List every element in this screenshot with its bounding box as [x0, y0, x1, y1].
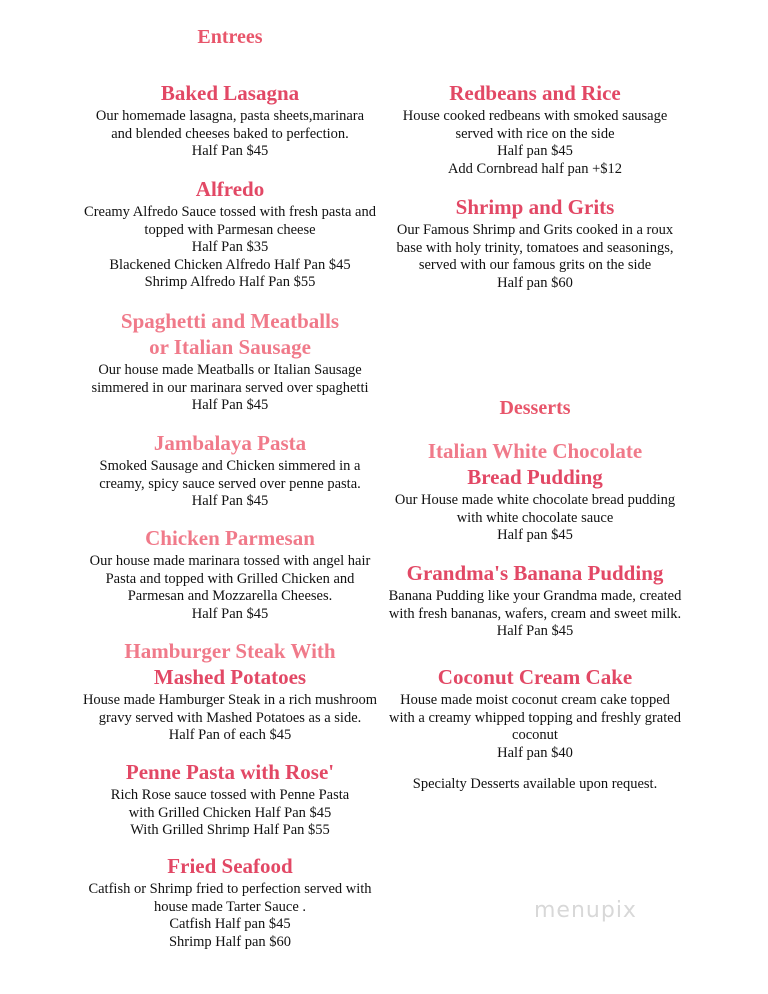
menu-item-shrimp-grits — [370, 194, 700, 292]
menu-item-hamburger-steak — [40, 638, 420, 745]
menu-item-banana-pudding — [370, 560, 700, 641]
item-title: Jambalaya Pasta — [153, 431, 307, 455]
item-title: Redbeans and Rice — [449, 81, 621, 105]
item-title: Chicken Parmesan — [145, 526, 315, 550]
item-description: Catfish or Shrimp fried to perfection served with house made Tarter Sauce . Catfish Half pan $45 Shrimp Half pan $60 — [88, 881, 372, 950]
item-description: House cooked redbeans with smoked sausage served with rice on the side Half pan $45 Add Cornbread half pan +$12 — [402, 108, 668, 177]
item-title: Coconut Cream Cake — [437, 665, 633, 689]
item-title: Alfredo — [195, 177, 265, 201]
menu-item-chicken-parmesan — [40, 525, 420, 623]
menu-item-spaghetti-meatballs — [40, 308, 420, 415]
item-description: Banana Pudding like your Grandma made, created with fresh bananas, wafers, cream and sweet milk. Half Pan $45 — [388, 588, 682, 639]
item-title: Bread Pudding — [467, 465, 603, 489]
item-title: Fried Seafood — [167, 854, 293, 878]
item-title: Baked Lasagna — [160, 81, 300, 105]
item-title: Spaghetti and Meatballs — [120, 309, 340, 333]
item-description: Our Famous Shrimp and Grits cooked in a roux base with holy trinity, tomatoes and seasonings, served with our famous grits on the side Half pan $60 — [396, 222, 674, 291]
item-title: Italian White Chocolate — [427, 439, 643, 463]
item-description: House made moist coconut cream cake topped with a creamy whipped topping and freshly grated coconut Half pan $40 — [389, 692, 681, 761]
menu-item-baked-lasagna — [40, 80, 420, 161]
item-description: Our house made Meatballs or Italian Sausage simmered in our marinara served over spaghetti Half Pan $45 — [91, 362, 369, 413]
item-title: Mashed Potatoes — [153, 665, 307, 689]
menu-item-fried-seafood — [40, 853, 420, 951]
item-description: Rich Rose sauce tossed with Penne Pasta with Grilled Chicken Half Pan $45 With Grilled Shrimp Half Pan $55 — [110, 787, 350, 838]
item-description: Creamy Alfredo Sauce tossed with fresh pasta and topped with Parmesan cheese Half Pan $35 Blackened Chicken Alfredo Half Pan $45 Shrimp Alfredo Half Pan $55 — [84, 204, 376, 290]
item-description: Our House made white chocolate bread pudding with white chocolate sauce Half pan $45 — [394, 492, 676, 543]
item-title: Grandma's Banana Pudding — [406, 561, 664, 585]
menu-item-alfredo — [40, 176, 420, 292]
menu-item-white-chocolate-bread-pudding — [370, 438, 700, 545]
item-description: Our homemade lasagna, pasta sheets,marinara and blended cheeses baked to perfection. Half Pan $45 — [95, 108, 365, 159]
item-description: Our house made marinara tossed with angel hair Pasta and topped with Grilled Chicken and Parmesan and Mozzarella Cheeses. Half Pan $45 — [89, 553, 371, 622]
desserts-heading: Desserts — [499, 397, 571, 419]
menu-item-redbeans-rice — [370, 80, 700, 178]
item-description: House made Hamburger Steak in a rich mushroom gravy served with Mashed Potatoes as a side. Half Pan of each $45 — [82, 692, 378, 743]
item-description: Smoked Sausage and Chicken simmered in a creamy, spicy sauce served over penne pasta. Half Pan $45 — [99, 458, 361, 509]
item-title: or Italian Sausage — [149, 335, 311, 359]
item-title: Penne Pasta with Rose' — [125, 760, 335, 784]
item-title: Shrimp and Grits — [455, 195, 615, 219]
entrees-heading: Entrees — [197, 26, 263, 48]
menu-item-coconut-cream-cake — [370, 664, 700, 762]
item-title: Hamburger Steak With — [124, 639, 336, 663]
menu-item-jambalaya-pasta — [40, 430, 420, 511]
menu-item-penne-pasta-rose — [40, 759, 420, 840]
desserts-note: Specialty Desserts available upon request. — [412, 776, 658, 792]
menupix-watermark: menupix — [534, 898, 637, 923]
